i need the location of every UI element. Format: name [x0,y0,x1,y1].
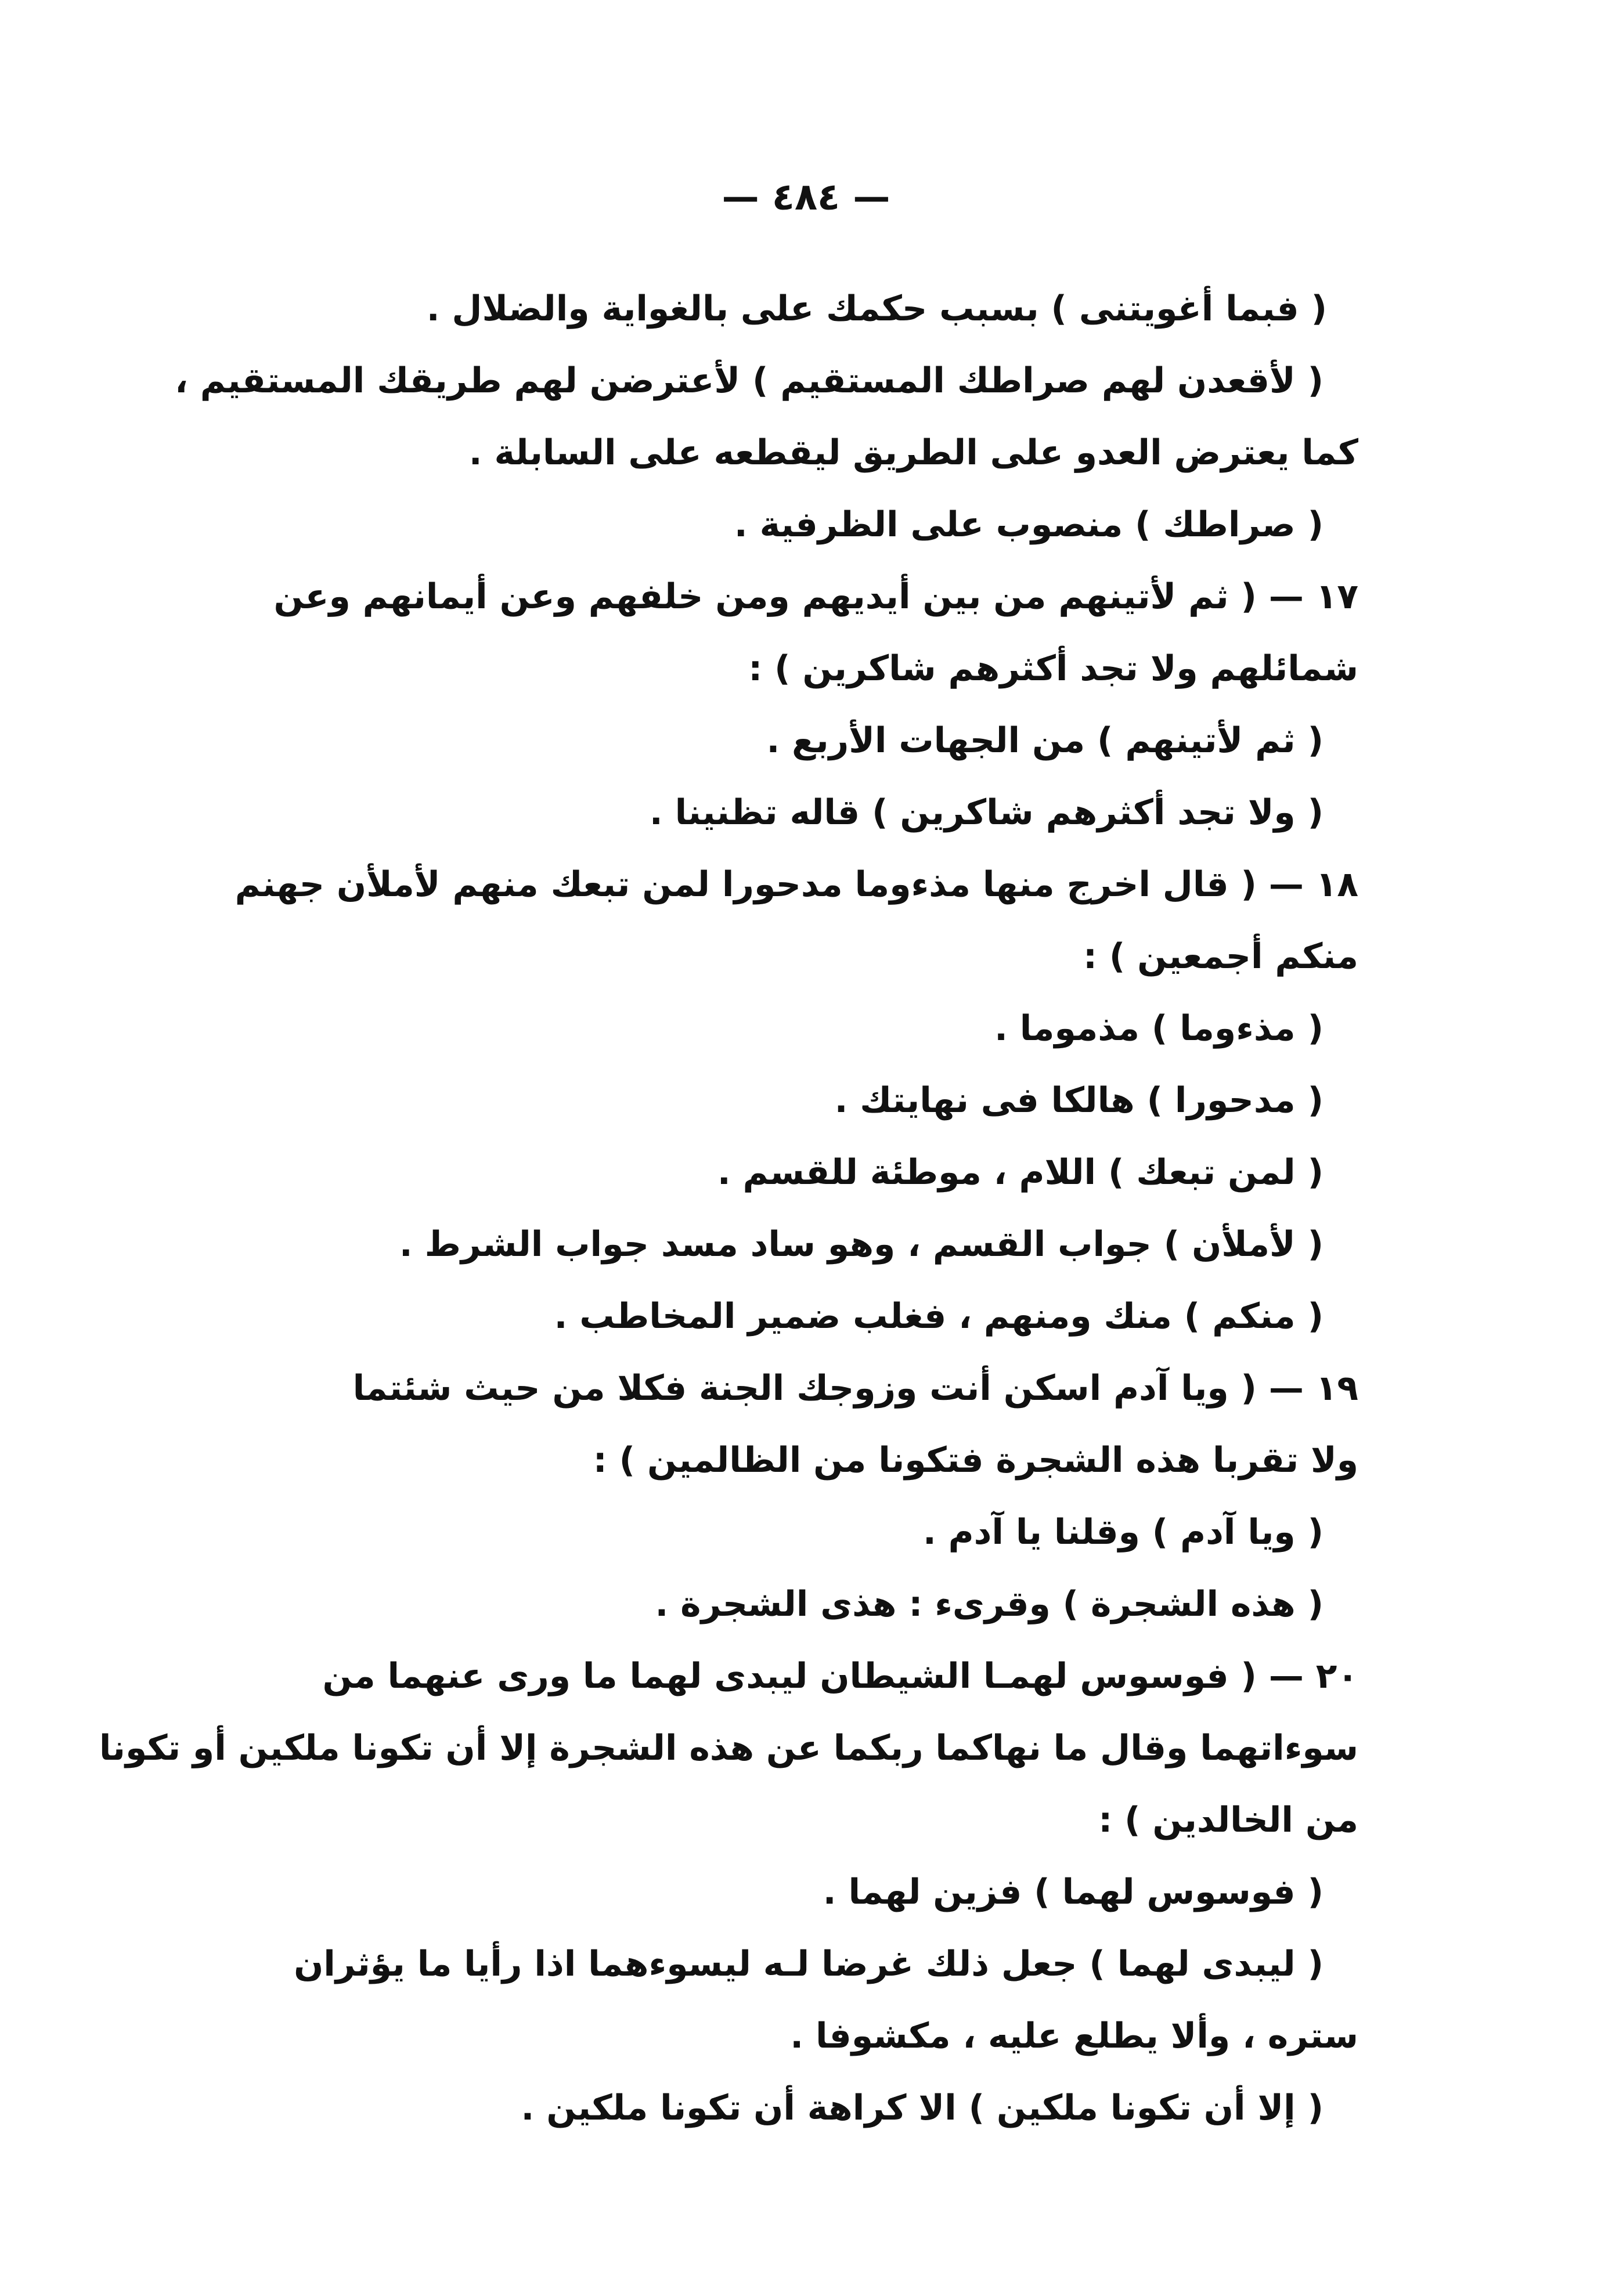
text-line [209,561,1358,633]
verse-text: ٢٠ — ( فوسوس لهمـا الشيطان ليبدى لهما ما ورى عنهما من [322,1656,1358,1696]
page-body [99,273,1358,2144]
gloss-text: ( هذه الشجرة ) وقرىء : هذى الشجرة . [655,1584,1324,1624]
text-line [209,1640,1358,1712]
text-line [209,273,1327,345]
text-line [209,2000,1358,2072]
text-line [209,1856,1324,1928]
text-line [209,1424,1358,1496]
text-line [209,777,1324,849]
text-line [99,1712,1358,1784]
text-line [209,1208,1324,1280]
gloss-text: ( ويا آدم ) وقلنا يا آدم . [922,1512,1324,1553]
text-line [209,1352,1358,1424]
verse-text: ١٨ — ( قال اخرج منها مذءوما مدحورا لمن تبعك منهم لأملأن جهنم [235,864,1358,905]
text-line [209,992,1324,1064]
text-line [175,345,1324,417]
gloss-text: ( ولا تجد أكثرهم شاكرين ) قاله تظنينا . [649,792,1324,833]
continuation-text: من الخالدين ) : [1098,1800,1358,1840]
verse-text: ١٩ — ( ويا آدم اسكن أنت وزوجك الجنة فكلا من حيث شئتما [352,1368,1358,1409]
gloss-text: ( لأقعدن لهم صراطك المستقيم ) لأعترضن لهم طريقك المستقيم ، [175,360,1324,401]
gloss-text: ( صراطك ) منصوب على الظرفية . [734,504,1324,545]
continuation-text: منكم أجمعين ) : [1083,936,1358,977]
text-line [209,1568,1324,1640]
continuation-text: سوءاتهما وقال ما نهاكما ربكما عن هذه الشجرة إلا أن تكونا ملكين أو تكونا [99,1728,1358,1768]
text-line [209,489,1324,561]
continuation-text: كما يعترض العدو على الطريق ليقطعه على السابلة . [468,432,1358,473]
verse-text: ١٧ — ( ثم لأتينهم من بين أيديهم ومن خلفهم وعن أيمانهم وعن [273,576,1358,617]
text-line [209,1784,1358,1856]
gloss-text: ( لمن تبعك ) اللام ، موطئة للقسم . [717,1152,1324,1193]
text-line [209,1928,1324,2000]
text-line [209,1136,1324,1208]
page-number: — ٤٨٤ — [722,176,890,219]
continuation-text: شمائلهم ولا تجد أكثرهم شاكرين ) : [748,648,1358,689]
text-line [209,705,1324,777]
gloss-text: ( مذءوما ) مذموما . [994,1008,1324,1049]
text-line [209,1496,1324,1568]
gloss-text: ( ثم لأتينهم ) من الجهات الأربع . [766,720,1324,761]
text-line [209,1280,1324,1352]
gloss-text: ( فبما أغويتنى ) بسبب حكمك على بالغواية والضلال . [426,288,1327,329]
gloss-text: ( مدحورا ) هالكا فى نهايتك . [834,1080,1324,1121]
continuation-text: ولا تقربا هذه الشجرة فتكونا من الظالمين ) : [593,1440,1358,1481]
gloss-text: ( منكم ) منك ومنهم ، فغلب ضمير المخاطب . [554,1296,1324,1337]
text-line [209,1064,1324,1136]
text-line [209,2072,1324,2144]
gloss-text: ( فوسوس لهما ) فزين لهما . [823,1872,1324,1912]
text-line [209,417,1358,489]
continuation-text: ستره ، وألا يطلع عليه ، مكشوفا . [790,2016,1358,2056]
gloss-text: ( لأملأن ) جواب القسم ، وهو ساد مسد جواب الشرط . [399,1224,1324,1265]
gloss-text: ( إلا أن تكونا ملكين ) الا كراهة أن تكونا ملكين . [521,2088,1324,2128]
text-line [209,849,1358,920]
text-line [209,633,1358,705]
gloss-text: ( ليبدى لهما ) جعل ذلك غرضا لـه ليسوءهما اذا رأيا ما يؤثران [294,1944,1324,1984]
text-line [209,920,1358,992]
